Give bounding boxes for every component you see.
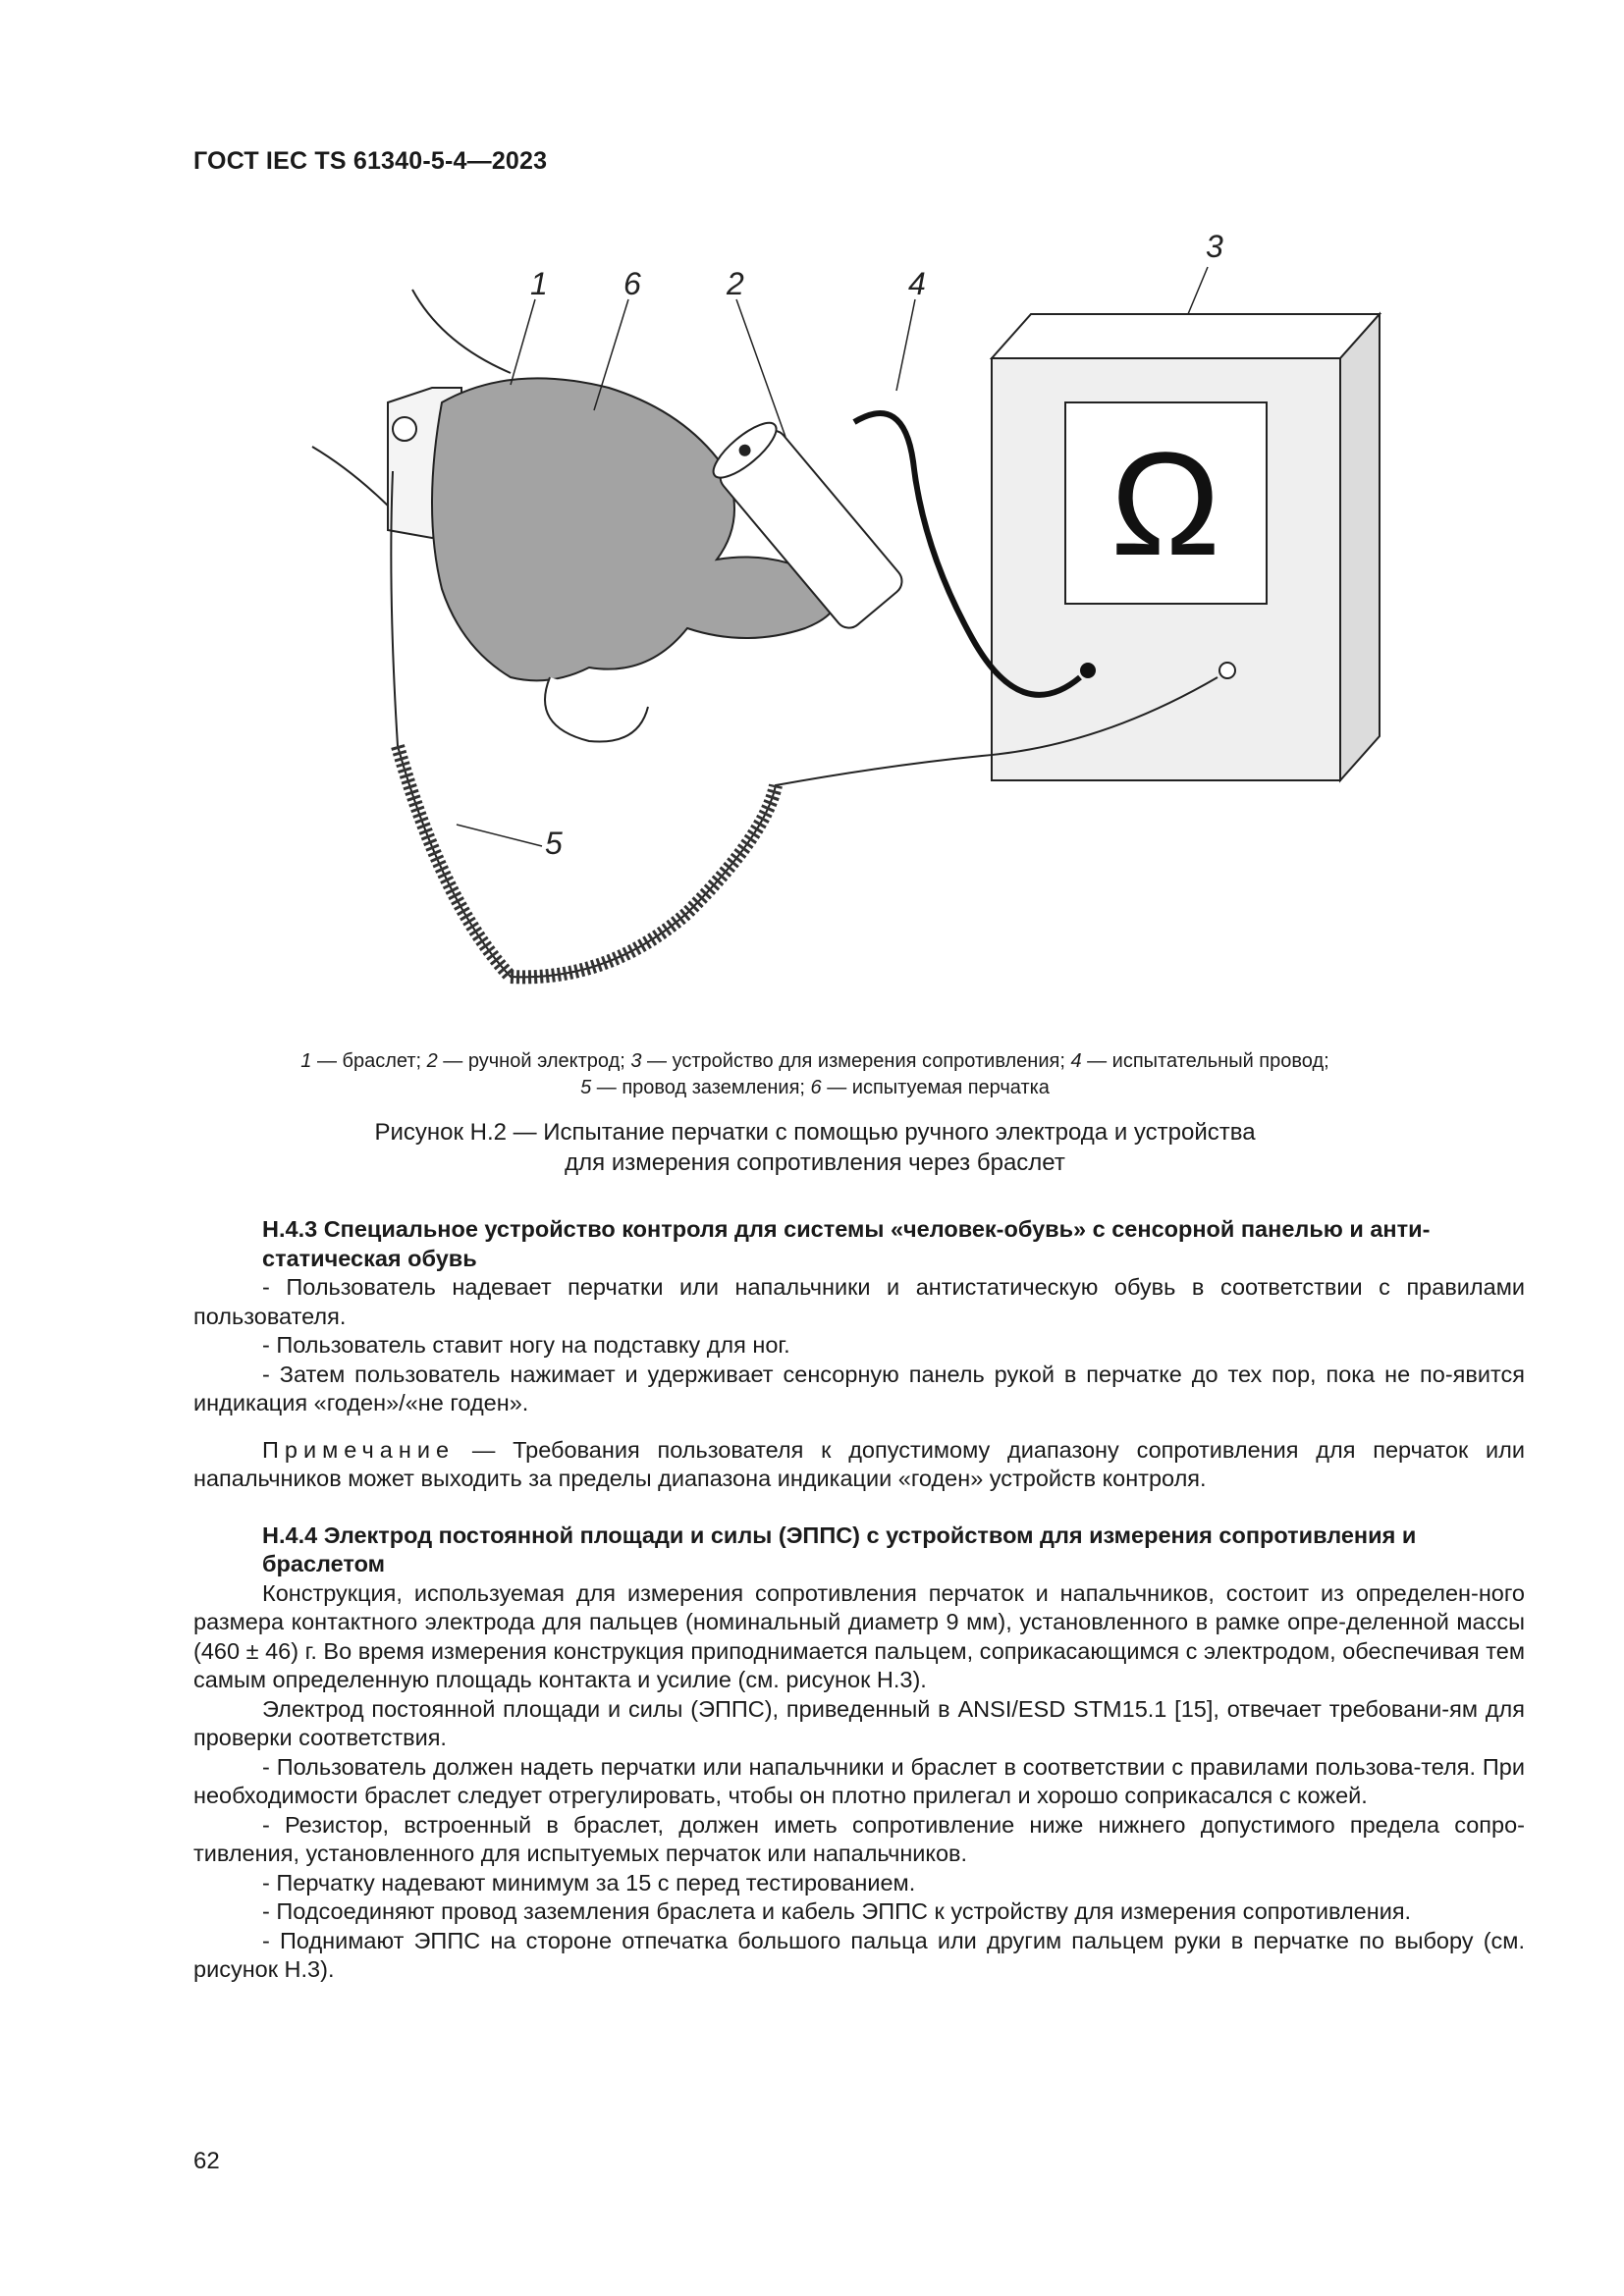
callout-6: 6 (623, 266, 641, 301)
legend-num: 4 (1070, 1050, 1082, 1072)
list-item: - Пользователь ставит ногу на подставку для ног. (262, 1332, 790, 1358)
arm-outline (412, 290, 511, 373)
paragraph: Конструкция, используемая для измерения сопротивления перчаток и напальчников, состоит из определен-ного размера контактного электрода для пальцев (номинальный диаметр 9 мм), установленного в рамке опре-деленной массы (460 ± 46) г. Во время измерения конструкция приподнимается пальцем, соприкасающимся с электродом, обеспечивая тем самым определенную площадь контакта и усилие (см. рисунок H.3). (193, 1579, 1525, 1692)
section-heading-h44: H.4.4 Электрод постоянной площади и силы (ЭППС) с устройством для измерения сопротивления и браслетом (262, 1522, 1417, 1576)
paragraph: Электрод постоянной площади и силы (ЭППС), приведенный в ANSI/ESD STM15.1 [15], отвечает требовани-ям для проверки соответствия. (193, 1695, 1525, 1750)
legend-text: — испытательный провод; (1081, 1050, 1329, 1072)
legend-num: 5 (580, 1077, 592, 1098)
callout-5: 5 (545, 826, 563, 861)
list-item: - Резистор, встроенный в браслет, должен иметь сопротивление ниже нижнего допустимого предела сопро-тивления, установленного для испытуемых перчаток или напальчников. (193, 1811, 1525, 1866)
legend-line-2 (196, 1075, 1434, 1101)
caption-line-1: Рисунок H.2 — Испытание перчатки с помощью ручного электрода и устройства (374, 1119, 1256, 1146)
list-item: - Поднимают ЭППС на стороне отпечатка большого пальца или другим пальцем руки в перчатке по выбору (см. рисунок H.3). (193, 1927, 1525, 1982)
list-item: - Затем пользователь нажимает и удерживает сенсорную панель рукой в перчатке до тех пор, пока не по-явится индикация «годен»/«не годен». (193, 1361, 1525, 1415)
figure-illustration (295, 226, 1394, 1011)
note-text: — Требования пользователя к допустимому диапазону сопротивления для перчаток или напальчников может выходить за пределы диапазона индикации «годен» устройств контроля. (193, 1436, 1525, 1491)
legend-num: 1 (300, 1050, 312, 1072)
thumb-outline (545, 677, 648, 742)
legend-line-1 (196, 1048, 1434, 1075)
legend-text: — браслет; (311, 1050, 427, 1072)
legend-num: 6 (810, 1077, 822, 1098)
document-body (193, 1215, 1525, 1985)
list-item: - Перчатку надевают минимум за 15 с перед тестированием. (262, 1869, 916, 1896)
list-item: - Пользователь надевает перчатки или напальчники и антистатическую обувь в соответствии с правилами пользователя. (193, 1274, 1525, 1329)
legend-num: 3 (630, 1050, 642, 1072)
legend-text: — ручной электрод; (437, 1050, 631, 1072)
caption-line-2: для измерения сопротивления через браслет (565, 1149, 1065, 1176)
list-item: - Подсоединяют провод заземления браслета и кабель ЭППС к устройству для измерения сопротивления. (262, 1898, 1412, 1924)
callout-1: 1 (530, 266, 548, 301)
callout-3: 3 (1206, 229, 1223, 264)
note-label: Примечание (262, 1436, 456, 1463)
callout-2: 2 (727, 266, 744, 301)
coiled-cord-icon (398, 746, 776, 977)
callout-4: 4 (908, 266, 926, 301)
section-heading-h43: H.4.3 Специальное устройство контроля для системы «человек-обувь» с сенсорной панелью и анти-статическая обувь (262, 1216, 1431, 1271)
legend-num: 2 (426, 1050, 438, 1072)
figure-legend (196, 1048, 1434, 1101)
list-item: - Пользователь должен надеть перчатки или напальчники и браслет в соответствии с правилами пользова-теля. При необходимости браслет следует отрегулировать, чтобы он плотно прилегал и хорошо соприкасался с кожей. (193, 1753, 1525, 1808)
page-header: ГОСТ IEC TS 61340-5-4—2023 (193, 147, 548, 175)
page-number: 62 (193, 2148, 220, 2174)
ohm-symbol: Ω (1110, 421, 1221, 586)
figure-caption (196, 1117, 1434, 1178)
figure-h2 (295, 226, 1394, 1011)
wristband-snap-icon (393, 417, 416, 441)
legend-text: — провод заземления; (591, 1077, 811, 1098)
legend-text: — устройство для измерения сопротивления; (641, 1050, 1071, 1072)
legend-text: — испытуемая перчатка (821, 1077, 1050, 1098)
resistance-meter-icon (992, 314, 1380, 780)
arm-outline-lower (312, 447, 393, 510)
note-paragraph (193, 1436, 1525, 1494)
